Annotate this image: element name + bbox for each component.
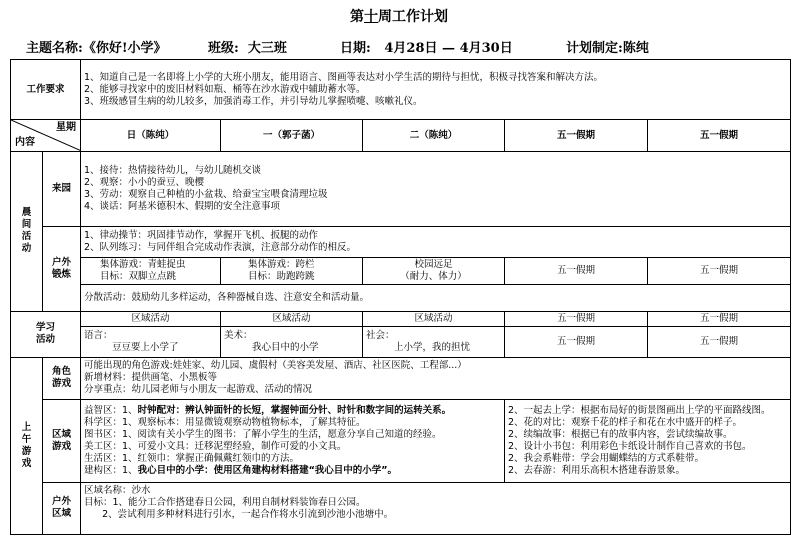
arrival-content xyxy=(81,151,791,226)
study-lesson-cell: 社会： 上小学，我的担忧 xyxy=(363,326,505,357)
study-area-cell: 区域活动 xyxy=(81,312,221,327)
arrival-line: 4、谈话：阿基米德积木、假期的安全注意事项 xyxy=(84,200,281,212)
outdoor-exercise-label: 户外锻炼 xyxy=(43,226,81,311)
region-line: 图书区：1、阅读有关小学生的图书：了解小学生的生活，愿意分享自己知道的经验。 xyxy=(84,428,442,440)
theme-value: 《你好!小学》 xyxy=(82,41,167,56)
goal-line: 2、能够寻找家中的废旧材料如瓶、桶等在沙水游戏中辅助蓄水等。 xyxy=(84,83,366,95)
date-label: 日期: xyxy=(340,41,371,56)
role-line: 可能出现的角色游戏:娃娃家、幼儿园、虞假村（美容美发屋、酒店、社区医院、工程部...） xyxy=(84,360,467,372)
region-line: 科学区：1、观察标本：用显微镜观察动物植物标本，了解其特征。 xyxy=(84,416,366,428)
goal-line: 1、知道自己是一名即将上小学的大班小朋友，能用语言、图画等表达对小学生活的期待与担忧，积极寻找答案和解决方法。 xyxy=(84,71,604,83)
arrival-line: 1、接待：热情接待幼儿，与幼儿随机交谈 xyxy=(84,164,262,176)
arrival-line: 3、劳动：观察自己种植的小盆栽、给蚕宝宝喂食清理垃圾 xyxy=(84,188,328,200)
region-games-label: 区域游戏 xyxy=(43,399,81,482)
holiday-cell: 五一假期 xyxy=(505,257,648,284)
role-play-content xyxy=(81,357,791,399)
region-games-row xyxy=(11,399,791,482)
title-suffix: 周工作计划 xyxy=(378,9,448,25)
date-value: 4月28日 — 4月30日 xyxy=(384,41,513,56)
study-lesson-cell: 语言： 豆豆要上小学了 xyxy=(81,326,221,357)
goal-line: 3、班级感冒生病的幼儿较多，加强消毒工作，并引导幼儿掌握喷嚏、咳嗽礼仪。 xyxy=(84,95,423,107)
day-header: 一（郭子菡） xyxy=(221,120,363,151)
role-play-row xyxy=(11,357,791,399)
region-line: 2、一起去上学：根据布局好的街景图画出上学的平面路线图。 xyxy=(508,404,771,416)
arrival-line: 2、观察：小小的蚕豆、晚樱 xyxy=(84,176,205,188)
day-header: 五一假期 xyxy=(505,120,648,151)
am-games-label: 上午游戏 xyxy=(11,357,43,534)
arrival-label: 来园 xyxy=(43,151,81,226)
holiday-cell: 五一假期 xyxy=(648,326,791,357)
class-field xyxy=(208,37,287,56)
outdoor-exercise-row xyxy=(11,226,791,257)
weekday-header-row xyxy=(11,120,791,151)
planner-label: 计划制定: xyxy=(566,41,623,56)
group-games-row xyxy=(11,257,791,284)
diag-weekday-label: 星期 xyxy=(56,122,77,134)
role-line: 新增材料：提供画笔、小黑板等 xyxy=(84,372,218,384)
dispersed-row xyxy=(11,284,791,311)
goals-content xyxy=(81,60,791,120)
study-lessons-row xyxy=(11,326,791,357)
region-line: 美工区：1、可爱小文具：迁移泥塑经验，制作可爱的小文具。 xyxy=(84,440,347,452)
page-title xyxy=(0,6,798,26)
day-header: 日（陈纯） xyxy=(81,120,221,151)
outdoor-region-content: 区域名称：沙水 目标：1、能分工合作搭建春日公园，利用自制材料装饰春日公园。 2、尝试利用多种材料进行引水，一起合作将水引流到沙池小池塘中。 xyxy=(81,482,791,534)
holiday-cell: 五一假期 xyxy=(648,257,791,284)
region-games-left xyxy=(81,399,505,482)
region-line: 建构区：1、我心目中的小学：使用区角建构材料搭建“我心目中的小学”。 xyxy=(84,464,398,476)
group-game-cell: 集体游戏：青蛙捉虫 目标：双脚立点跳 xyxy=(81,257,221,284)
study-area-cell: 区域活动 xyxy=(363,312,505,327)
theme-label: 主题名称: xyxy=(26,41,83,56)
group-game-cell: 集体游戏：跨栏 目标：助跑跨跳 xyxy=(221,257,363,284)
day-header: 五一假期 xyxy=(648,120,791,151)
study-area-cell: 区域活动 xyxy=(221,312,363,327)
group-game-cell: 校园远足 （耐力、体力） xyxy=(363,257,505,284)
planner-field xyxy=(566,37,649,56)
goals-row xyxy=(11,60,791,120)
holiday-cell: 五一假期 xyxy=(648,312,791,327)
diag-content-label: 内容 xyxy=(15,136,35,148)
plan-table-frame xyxy=(10,59,790,535)
plan-table xyxy=(10,59,791,535)
arrival-row xyxy=(11,151,791,226)
study-label: 学习活动 xyxy=(11,312,81,358)
region-line: 2、我会系鞋带：学会用蝴蝶结的方式系鞋带。 xyxy=(508,452,705,464)
region-line: 2、续编故事：根据已有的故事内容，尝试续编故事。 xyxy=(508,428,733,440)
day-header: 二（陈纯） xyxy=(363,120,505,151)
diagonal-header-cell xyxy=(11,120,81,151)
region-line: 2、去春游：利用乐高积木搭建春游景象。 xyxy=(508,464,686,476)
class-value: 大三班 xyxy=(247,41,287,56)
role-line: 分享重点：幼儿园老师与小朋友一起游戏、活动的情况 xyxy=(84,384,313,396)
theme-field xyxy=(26,37,167,56)
outdoor-region-label: 户外区域 xyxy=(43,482,81,534)
planner-value: 陈纯 xyxy=(622,41,649,56)
study-lesson-cell: 美术： 我心目中的小学 xyxy=(221,326,363,357)
region-line: 生活区：1、红领巾：掌握正确佩戴红领巾的方法。 xyxy=(84,452,300,464)
class-label: 班级: xyxy=(208,41,239,56)
holiday-cell: 五一假期 xyxy=(505,312,648,327)
date-field xyxy=(340,37,513,56)
week-number: 十 xyxy=(364,9,378,25)
region-games-right xyxy=(505,399,791,482)
title-prefix: 第 xyxy=(350,9,364,25)
exercise-line: 1、律动操节：巩固排节动作，掌握开飞机、扳腿的动作 xyxy=(84,229,319,241)
outdoor-region-row xyxy=(11,482,791,534)
role-play-label: 角色游戏 xyxy=(43,357,81,399)
morning-label: 晨间活动 xyxy=(11,151,43,311)
outdoor-exercise-content xyxy=(81,226,791,257)
exercise-line: 2、队列练习：与同伴组合完成动作表演，注意部分动作的相反。 xyxy=(84,241,357,253)
region-line: 益智区：1、时钟配对：辨认钟面针的长短，掌握钟面分针、时针和数字间的运转关系。 xyxy=(84,404,452,416)
holiday-cell: 五一假期 xyxy=(505,326,648,357)
goals-label: 工作要求 xyxy=(11,60,81,120)
study-area-row xyxy=(11,312,791,327)
dispersed-content: 分散活动：鼓励幼儿多样运动，各种器械自选、注意安全和活动量。 xyxy=(81,284,791,311)
region-line: 2、设计小书包：利用彩色卡纸设计制作自己喜欢的书包。 xyxy=(508,440,752,452)
region-line: 2、花的对比：观察千花的样子和花在水中盛开的样子。 xyxy=(508,416,743,428)
